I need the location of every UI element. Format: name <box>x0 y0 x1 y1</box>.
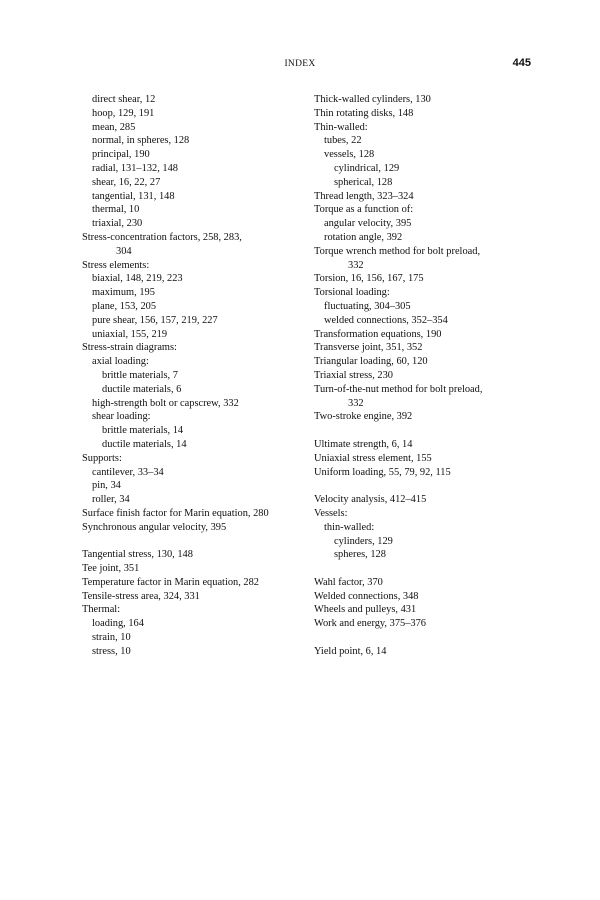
index-subentry: welded connections, 352–354 <box>324 314 448 326</box>
index-subentry: roller, 34 <box>92 494 130 506</box>
index-subentry: cylinders, 129 <box>334 535 393 547</box>
index-subentry: cantilever, 33–34 <box>92 466 164 478</box>
index-entry: Uniaxial stress element, 155 <box>314 452 432 464</box>
index-subentry: biaxial, 148, 219, 223 <box>92 273 183 285</box>
index-entry: Yield point, 6, 14 <box>314 645 387 657</box>
entry-spacer <box>314 631 529 645</box>
index-entry-continuation: 332 <box>348 259 364 271</box>
index-entry: Thread length, 323–324 <box>314 190 414 202</box>
index-subentry: angular velocity, 395 <box>324 218 412 230</box>
index-entry: Ultimate strength, 6, 14 <box>314 438 413 450</box>
index-subentry: spherical, 128 <box>334 176 393 188</box>
index-entry: Synchronous angular velocity, 395 <box>82 521 227 533</box>
index-entry: Two-stroke engine, 392 <box>314 411 413 423</box>
index-entry: Temperature factor in Marin equation, 282 <box>82 576 260 588</box>
index-subentry: pin, 34 <box>92 480 121 492</box>
index-entry: Stress-strain diagrams: <box>82 342 177 354</box>
index-entry: Welded connections, 348 <box>314 590 419 602</box>
index-entry: Torque as a function of: <box>314 204 414 216</box>
index-entry: Velocity analysis, 412–415 <box>314 494 427 506</box>
index-entry-continuation: 304 <box>116 245 132 257</box>
entry-spacer <box>314 424 529 438</box>
index-entry: Turn-of-the-nut method for bolt preload, <box>314 383 483 395</box>
index-entry: Thin rotating disks, 148 <box>314 107 414 119</box>
index-subentry: thermal, 10 <box>92 204 140 216</box>
index-entry: Torsion, 16, 156, 167, 175 <box>314 273 424 285</box>
index-entry-continuation: 332 <box>348 397 364 409</box>
index-entry: Wahl factor, 370 <box>314 576 383 588</box>
entry-spacer <box>314 479 529 493</box>
index-subentry: uniaxial, 155, 219 <box>92 328 168 340</box>
index-subentry: ductile materials, 14 <box>102 438 187 450</box>
index-subentry: thin-walled: <box>324 521 375 533</box>
index-subentry: normal, in spheres, 128 <box>92 135 190 147</box>
index-subentry: shear loading: <box>92 411 151 423</box>
index-subentry: spheres, 128 <box>334 549 386 561</box>
index-subentry: axial loading: <box>92 356 149 368</box>
index-entry: Stress-concentration factors, 258, 283, <box>82 231 242 243</box>
index-entry: Wheels and pulleys, 431 <box>314 604 417 616</box>
index-entry: Tangential stress, 130, 148 <box>82 549 193 561</box>
index-subentry: loading, 164 <box>92 618 144 630</box>
index-subentry: mean, 285 <box>92 121 136 133</box>
index-entry: Vessels: <box>314 507 348 519</box>
index-entry: Thick-walled cylinders, 130 <box>314 94 431 105</box>
index-subentry: fluctuating, 304–305 <box>324 300 411 312</box>
index-entry: Supports: <box>82 452 122 464</box>
index-subentry: shear, 16, 22, 27 <box>92 176 161 188</box>
index-entry: Uniform loading, 55, 79, 92, 115 <box>314 466 451 478</box>
index-subentry: direct shear, 12 <box>92 94 156 105</box>
index-subentry: tangential, 131, 148 <box>92 190 175 202</box>
index-subentry: plane, 153, 205 <box>92 300 157 312</box>
page-number: 445 <box>512 57 531 69</box>
index-subentry: rotation angle, 392 <box>324 231 403 243</box>
index-column-left <box>82 93 297 659</box>
index-subentry: cylindrical, 129 <box>334 162 400 174</box>
index-entry: Work and energy, 375–376 <box>314 618 426 630</box>
index-entry: Torsional loading: <box>314 287 390 299</box>
index-subentry: brittle materials, 14 <box>102 425 184 437</box>
index-subentry: maximum, 195 <box>92 287 155 299</box>
index-subentry: high-strength bolt or capscrew, 332 <box>92 397 239 409</box>
index-entry: Stress elements: <box>82 259 150 271</box>
entry-spacer <box>314 562 529 576</box>
index-subentry: pure shear, 156, 157, 219, 227 <box>92 314 218 326</box>
index-subentry: triaxial, 230 <box>92 218 143 230</box>
index-subentry: radial, 131–132, 148 <box>92 162 178 174</box>
index-subentry: hoop, 129, 191 <box>92 107 155 119</box>
index-entry: Torque wrench method for bolt preload, <box>314 245 481 257</box>
running-header-title: INDEX <box>284 59 316 69</box>
index-subentry: ductile materials, 6 <box>102 383 182 395</box>
entry-spacer <box>82 535 297 549</box>
index-subentry: vessels, 128 <box>324 149 375 161</box>
index-entry: Surface finish factor for Marin equation, 280 <box>82 507 269 519</box>
index-column-right <box>314 93 529 659</box>
index-entry: Transverse joint, 351, 352 <box>314 342 423 354</box>
index-entry: Triaxial stress, 230 <box>314 369 393 381</box>
index-entry: Tensile-stress area, 324, 331 <box>82 590 200 602</box>
index-entry: Tee joint, 351 <box>82 563 140 575</box>
index-entry: Triangular loading, 60, 120 <box>314 356 428 368</box>
index-subentry: tubes, 22 <box>324 135 362 147</box>
index-subentry: brittle materials, 7 <box>102 369 178 381</box>
index-subentry: principal, 190 <box>92 149 150 161</box>
index-subentry: strain, 10 <box>92 632 131 644</box>
index-entry: Thermal: <box>82 604 121 616</box>
index-subentry: stress, 10 <box>92 645 131 657</box>
index-entry: Transformation equations, 190 <box>314 328 442 340</box>
index-entry: Thin-walled: <box>314 121 368 133</box>
